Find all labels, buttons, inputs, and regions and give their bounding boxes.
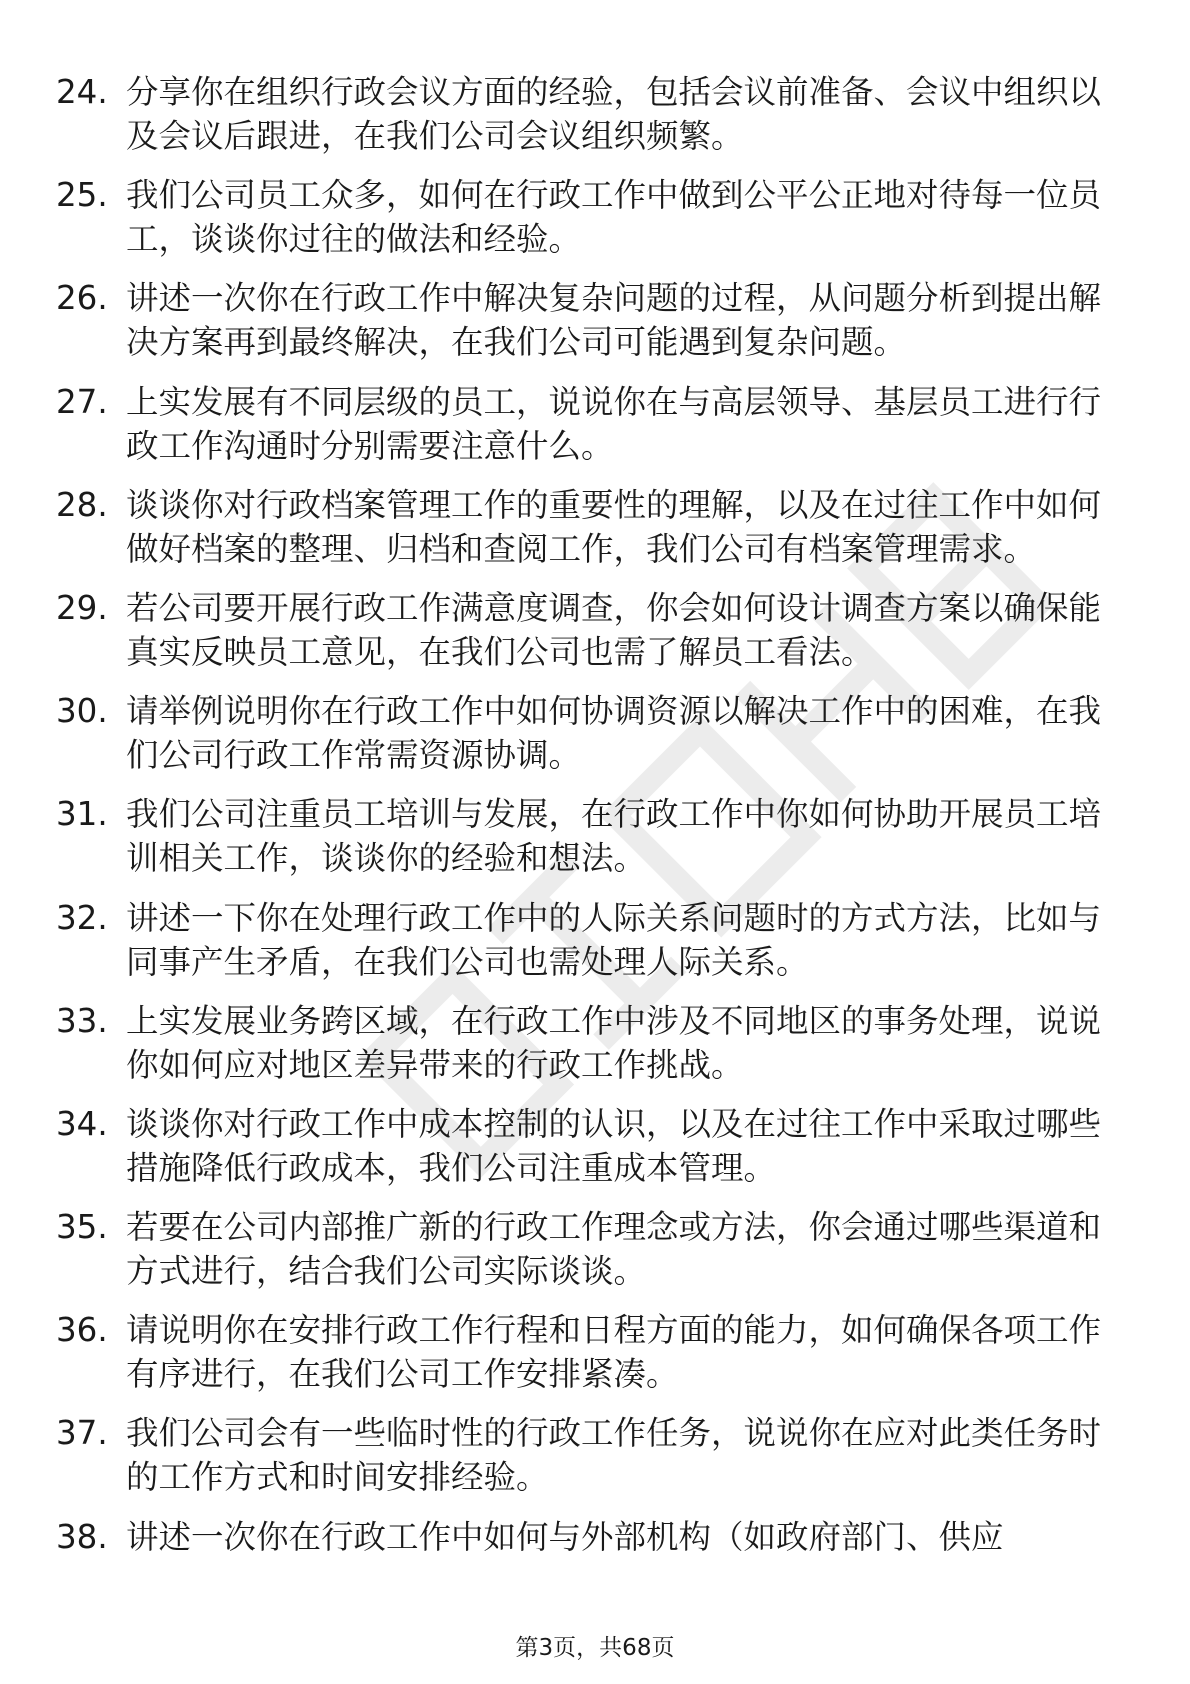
question-item	[56, 1515, 1126, 1559]
question-number: 32.	[56, 898, 108, 937]
question-text: 讲述一次你在行政工作中解决复杂问题的过程，从问题分析到提出解决方案再到最终解决，在我们公司可能遇到复杂问题。	[126, 279, 1102, 362]
question-number: 26.	[56, 279, 108, 318]
question-text: 分享你在组织行政会议方面的经验，包括会议前准备、会议中组织以及会议后跟进，在我们公司会议组织频繁。	[126, 73, 1102, 155]
question-number: 37.	[56, 1414, 108, 1453]
question-item	[56, 896, 1126, 984]
question-item	[56, 1205, 1126, 1293]
question-text: 我们公司注重员工培训与发展，在行政工作中你如何协助开展员工培训相关工作，谈谈你的经验和想法。	[126, 795, 1102, 878]
question-list	[56, 70, 1126, 1574]
question-text: 若要在公司内部推广新的行政工作理念或方法，你会通过哪些渠道和方式进行，结合我们公司实际谈谈。	[126, 1208, 1102, 1291]
question-item	[56, 999, 1126, 1087]
question-number: 30.	[56, 692, 108, 731]
question-text: 请说明你在安排行政工作行程和日程方面的能力，如何确保各项工作有序进行，在我们公司工作安排紧凑。	[126, 1311, 1102, 1394]
question-text: 讲述一下你在处理行政工作中的人际关系问题时的方式方法，比如与同事产生矛盾，在我们公司也需处理人际关系。	[126, 898, 1102, 981]
question-number: 31.	[56, 795, 108, 834]
question-item	[56, 586, 1126, 674]
question-number: 36.	[56, 1311, 108, 1350]
question-number: 34.	[56, 1104, 108, 1143]
question-text: 上实发展有不同层级的员工，说说你在与高层领导、基层员工进行行政工作沟通时分别需要注意什么。	[126, 382, 1102, 465]
question-number: 28.	[56, 485, 108, 524]
question-number: 35.	[56, 1208, 108, 1247]
question-text: 我们公司员工众多，如何在行政工作中做到公平公正地对待每一位员工，谈谈你过往的做法和经验。	[126, 176, 1102, 259]
question-number: 25.	[56, 176, 108, 215]
question-text: 谈谈你对行政工作中成本控制的认识，以及在过往工作中采取过哪些措施降低行政成本，我们公司注重成本管理。	[126, 1104, 1102, 1187]
question-item	[56, 1411, 1126, 1499]
question-text: 我们公司会有一些临时性的行政工作任务，说说你在应对此类任务时的工作方式和时间安排经验。	[126, 1414, 1102, 1497]
page-number-footer: 第3页，共68页	[515, 1635, 675, 1661]
question-item	[56, 276, 1126, 364]
question-item	[56, 1102, 1126, 1190]
question-text: 若公司要开展行政工作满意度调查，你会如何设计调查方案以确保能真实反映员工意见，在我们公司也需了解员工看法。	[126, 588, 1102, 671]
question-text: 请举例说明你在行政工作中如何协调资源以解决工作中的困难，在我们公司行政工作常需资源协调。	[126, 692, 1102, 775]
question-text: 上实发展业务跨区域，在行政工作中涉及不同地区的事务处理，说说你如何应对地区差异带来的行政工作挑战。	[126, 1001, 1102, 1084]
question-text: 谈谈你对行政档案管理工作的重要性的理解，以及在过往工作中如何做好档案的整理、归档和查阅工作，我们公司有档案管理需求。	[126, 485, 1102, 568]
question-text: 讲述一次你在行政工作中如何与外部机构（如政府部门、供应	[126, 1517, 1004, 1556]
question-item	[56, 689, 1126, 777]
question-number: 29.	[56, 588, 108, 627]
question-number: 24.	[56, 73, 108, 111]
question-item	[56, 792, 1126, 880]
question-item	[56, 380, 1126, 468]
question-item	[56, 70, 1126, 158]
question-item	[56, 173, 1126, 261]
question-number: 33.	[56, 1001, 108, 1040]
question-number: 27.	[56, 382, 108, 421]
question-item	[56, 1308, 1126, 1396]
question-item	[56, 483, 1126, 571]
question-number: 38.	[56, 1517, 108, 1556]
